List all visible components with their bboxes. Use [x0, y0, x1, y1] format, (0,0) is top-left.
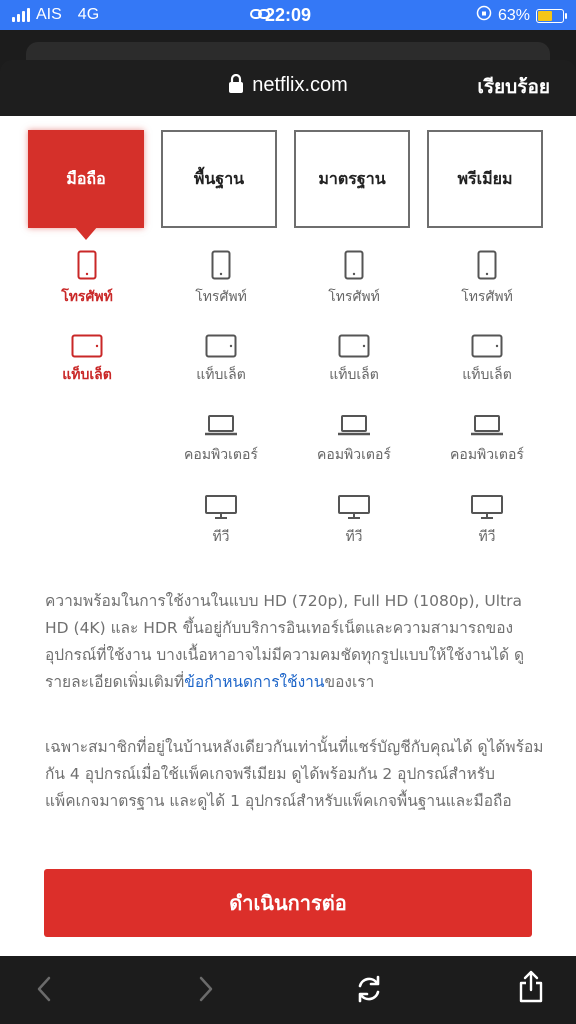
phone-icon [211, 250, 231, 280]
note-text: ความพร้อมในการใช้งานในแบบ HD (720p), Full HD (1080p), Ultra HD (4K) และ HDR ขึ้นอยู่กับบริการอินเทอร์เน็ตและความสามารถของอุปกรณ์ที่ใช้งาน บางเนื้อหาอาจไม่มีความคมชัดทุกรูปแบบให้ใช้งานได้ ดูรายละเอียดเพิ่มเติมที่ [45, 592, 525, 691]
plan-standard[interactable] [294, 130, 410, 228]
device-label: แท็บเล็ต [196, 367, 246, 383]
note-text-end: ของเรา [324, 673, 375, 691]
back-icon[interactable] [34, 974, 54, 1008]
tablet-icon [338, 334, 370, 358]
lock-icon [228, 74, 244, 94]
terms-of-use-link[interactable]: ข้อกำหนดการใช้งาน [184, 673, 325, 691]
laptop-icon [204, 414, 238, 438]
status-bar [0, 0, 576, 30]
share-icon[interactable] [518, 970, 544, 1008]
plan-basic[interactable] [161, 130, 277, 228]
network-type: 4G [77, 6, 100, 23]
plan-label: พรีเมียม [457, 168, 513, 188]
device-tv [161, 494, 281, 548]
device-tablet [294, 334, 414, 386]
plan-mobile[interactable] [28, 130, 144, 228]
availability-note [45, 588, 545, 696]
battery-percent: 63% [497, 6, 530, 24]
device-tv [294, 494, 414, 548]
device-computer [161, 414, 281, 466]
plan-label: พื้นฐาน [193, 168, 245, 188]
refresh-icon[interactable] [354, 974, 384, 1008]
device-label: โทรศัพท์ [461, 289, 513, 305]
device-label: โทรศัพท์ [195, 289, 247, 305]
tv-icon [337, 494, 371, 520]
done-button[interactable]: เรียบร้อย [477, 76, 550, 98]
device-phone [161, 250, 281, 308]
tablet-icon [205, 334, 237, 358]
device-label: โทรศัพท์ [328, 289, 380, 305]
device-label: โทรศัพท์ [61, 289, 113, 305]
clock: 22:09 [264, 5, 312, 25]
device-label: คอมพิวเตอร์ [317, 447, 391, 463]
device-label: ทีวี [212, 529, 230, 545]
device-phone [294, 250, 414, 308]
carrier-name: AIS [36, 6, 62, 23]
device-tablet [427, 334, 547, 386]
laptop-icon [470, 414, 504, 438]
device-label: คอมพิวเตอร์ [184, 447, 258, 463]
tv-icon [470, 494, 504, 520]
tablet-icon [71, 334, 103, 358]
phone-icon [477, 250, 497, 280]
device-phone [427, 250, 547, 308]
tablet-icon [471, 334, 503, 358]
phone-icon [344, 250, 364, 280]
device-label: ทีวี [478, 529, 496, 545]
plan-premium[interactable] [427, 130, 543, 228]
plan-label: มาตรฐาน [318, 168, 386, 188]
device-tablet [161, 334, 281, 386]
browser-header [0, 30, 576, 116]
device-label: ทีวี [345, 529, 363, 545]
device-computer [427, 414, 547, 466]
device-computer [294, 414, 414, 466]
battery-icon [536, 9, 564, 23]
orientation-lock-icon [476, 5, 492, 26]
device-label: แท็บเล็ต [462, 367, 512, 383]
device-label: แท็บเล็ต [62, 367, 112, 383]
device-tv [427, 494, 547, 548]
url-text: netflix.com [252, 74, 348, 96]
tv-icon [204, 494, 238, 520]
device-label: แท็บเล็ต [329, 367, 379, 383]
household-note: เฉพาะสมาชิกที่อยู่ในบ้านหลังเดียวกันเท่านั้นที่แชร์บัญชีกับคุณได้ ดูได้พร้อมกัน 4 อุปกรณ์เมื่อใช้แพ็คเกจพรีเมียม ดูได้พร้อมกัน 2 อุปกรณ์สำหรับแพ็คเกจมาตรฐาน และดูได้ 1 อุปกรณ์สำหรับแพ็คเกจพื้นฐานและมือถือ [45, 738, 544, 810]
device-phone [27, 250, 147, 308]
device-tablet [27, 334, 147, 386]
phone-icon [77, 250, 97, 280]
browser-toolbar [0, 956, 576, 1024]
forward-icon[interactable] [196, 974, 216, 1008]
plan-label: มือถือ [66, 168, 106, 188]
continue-button[interactable]: ดำเนินการต่อ [44, 869, 532, 937]
laptop-icon [337, 414, 371, 438]
device-label: คอมพิวเตอร์ [450, 447, 524, 463]
